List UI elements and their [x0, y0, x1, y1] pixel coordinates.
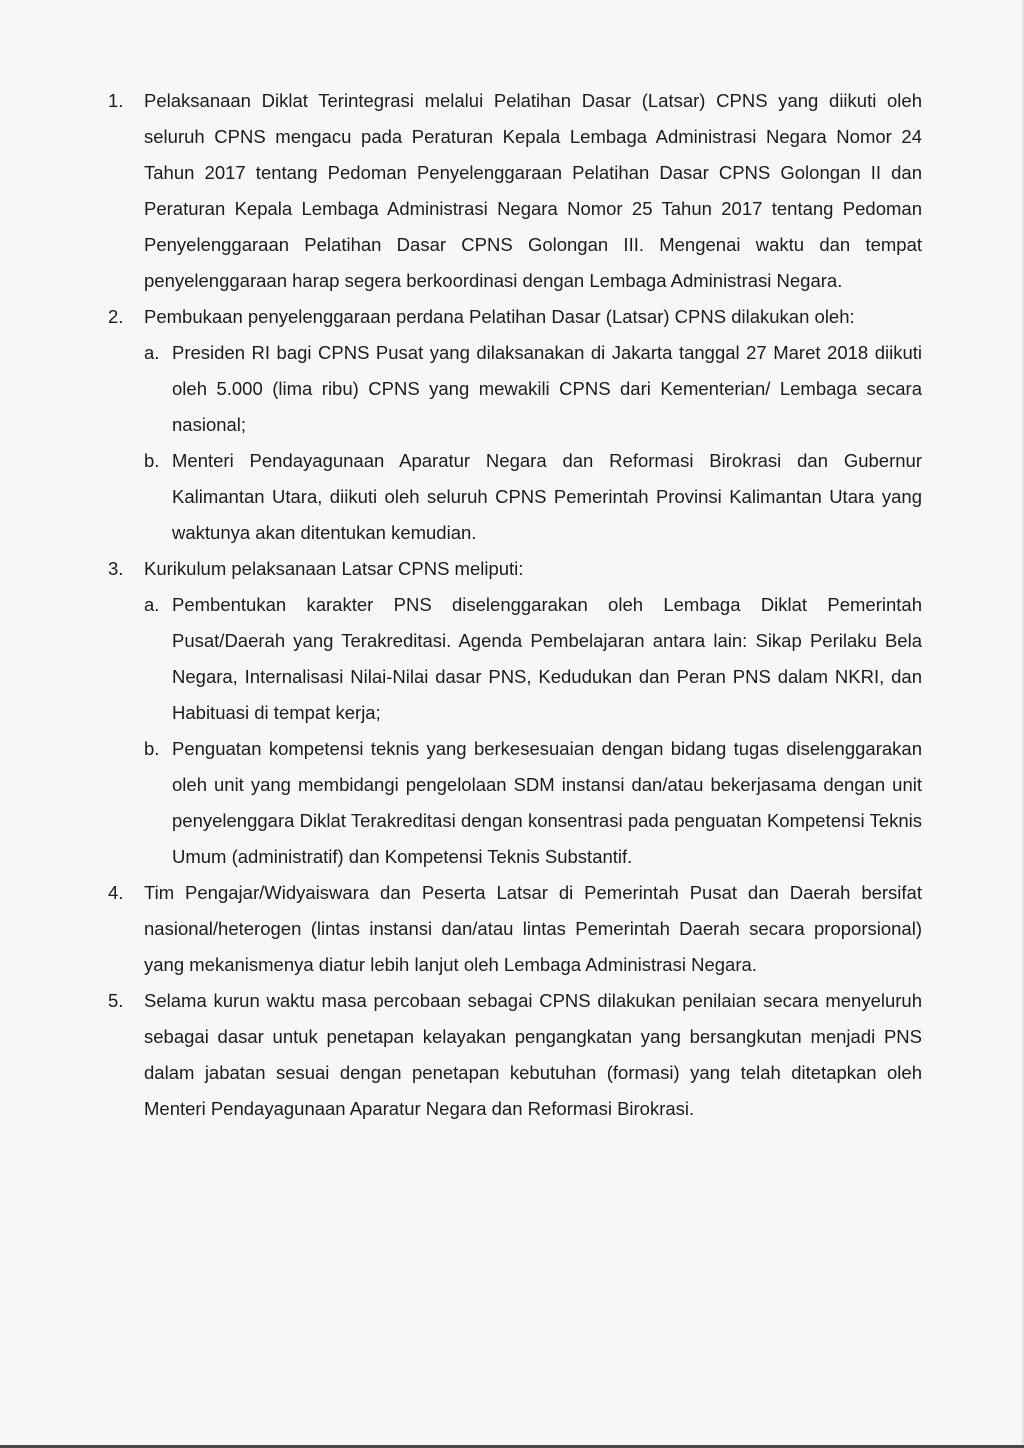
- list-item-5: [108, 983, 922, 1127]
- item-text: Tim Pengajar/Widyaiswara dan Peserta Latsar di Pemerintah Pusat dan Daerah bersifat nasional/heterogen (lintas instansi dan/atau lintas Pemerintah Daerah secara proporsional) yang mekanismenya diatur lebih lanjut oleh Lembaga Administrasi Negara.: [144, 882, 922, 975]
- list-item-1: [108, 83, 922, 299]
- numbered-list: [108, 83, 922, 1127]
- item-text: Selama kurun waktu masa percobaan sebagai CPNS dilakukan penilaian secara menyeluruh sebagai dasar untuk penetapan kelayakan pengangkatan yang bersangkutan menjadi PNS dalam jabatan sesuai dengan penetapan kebutuhan (formasi) yang telah ditetapkan oleh Menteri Pendayagunaan Aparatur Negara dan Reformasi Birokrasi.: [144, 990, 922, 1119]
- item-number: 1.: [108, 90, 124, 111]
- sub-item-letter: a.: [144, 594, 160, 615]
- item-number: 5.: [108, 990, 124, 1011]
- sub-item-2a: [108, 335, 922, 443]
- sub-item-text: Menteri Pendayagunaan Aparatur Negara dan Reformasi Birokrasi dan Gubernur Kalimantan Utara, diikuti oleh seluruh CPNS Pemerintah Provinsi Kalimantan Utara yang waktunya akan ditentukan kemudian.: [172, 450, 922, 543]
- item-text: Pembukaan penyelenggaraan perdana Pelatihan Dasar (Latsar) CPNS dilakukan oleh:: [144, 306, 855, 327]
- sub-item-text: Pembentukan karakter PNS diselenggarakan oleh Lembaga Diklat Pemerintah Pusat/Daerah yang Terakreditasi. Agenda Pembelajaran antara lain: Sikap Perilaku Bela Negara, Internalisasi Nilai-Nilai dasar PNS, Kedudukan dan Peran PNS dalam NKRI, dan Habituasi di tempat kerja;: [172, 594, 922, 723]
- sub-item-3b: [108, 731, 922, 875]
- sub-item-2b: [108, 443, 922, 551]
- sub-item-letter: b.: [144, 738, 160, 759]
- list-item-3: [108, 551, 922, 587]
- sub-item-text: Penguatan kompetensi teknis yang berkesesuaian dengan bidang tugas diselenggarakan oleh unit yang membidangi pengelolaan SDM instansi dan/atau bekerjasama dengan unit penyelenggara Diklat Terakreditasi dengan konsentrasi pada penguatan Kompetensi Teknis Umum (administratif) dan Kompetensi Teknis Substantif.: [172, 738, 922, 867]
- sub-item-letter: b.: [144, 450, 160, 471]
- item-text: Pelaksanaan Diklat Terintegrasi melalui Pelatihan Dasar (Latsar) CPNS yang diikuti oleh seluruh CPNS mengacu pada Peraturan Kepala Lembaga Administrasi Negara Nomor 24 Tahun 2017 tentang Pedoman Penyelenggaraan Pelatihan Dasar CPNS Golongan II dan Peraturan Kepala Lembaga Administrasi Negara Nomor 25 Tahun 2017 tentang Pedoman Penyelenggaraan Pelatihan Dasar CPNS Golongan III. Mengenai waktu dan tempat penyelenggaraan harap segera berkoordinasi dengan Lembaga Administrasi Negara.: [144, 90, 922, 291]
- sub-item-letter: a.: [144, 342, 160, 363]
- sub-item-text: Presiden RI bagi CPNS Pusat yang dilaksanakan di Jakarta tanggal 27 Maret 2018 diikuti oleh 5.000 (lima ribu) CPNS yang mewakili CPNS dari Kementerian/ Lembaga secara nasional;: [172, 342, 922, 435]
- item-number: 2.: [108, 306, 124, 327]
- item-text: Kurikulum pelaksanaan Latsar CPNS meliputi:: [144, 558, 524, 579]
- list-item-2: [108, 299, 922, 335]
- item-number: 4.: [108, 882, 124, 903]
- item-number: 3.: [108, 558, 124, 579]
- list-item-4: [108, 875, 922, 983]
- sub-item-3a: [108, 587, 922, 731]
